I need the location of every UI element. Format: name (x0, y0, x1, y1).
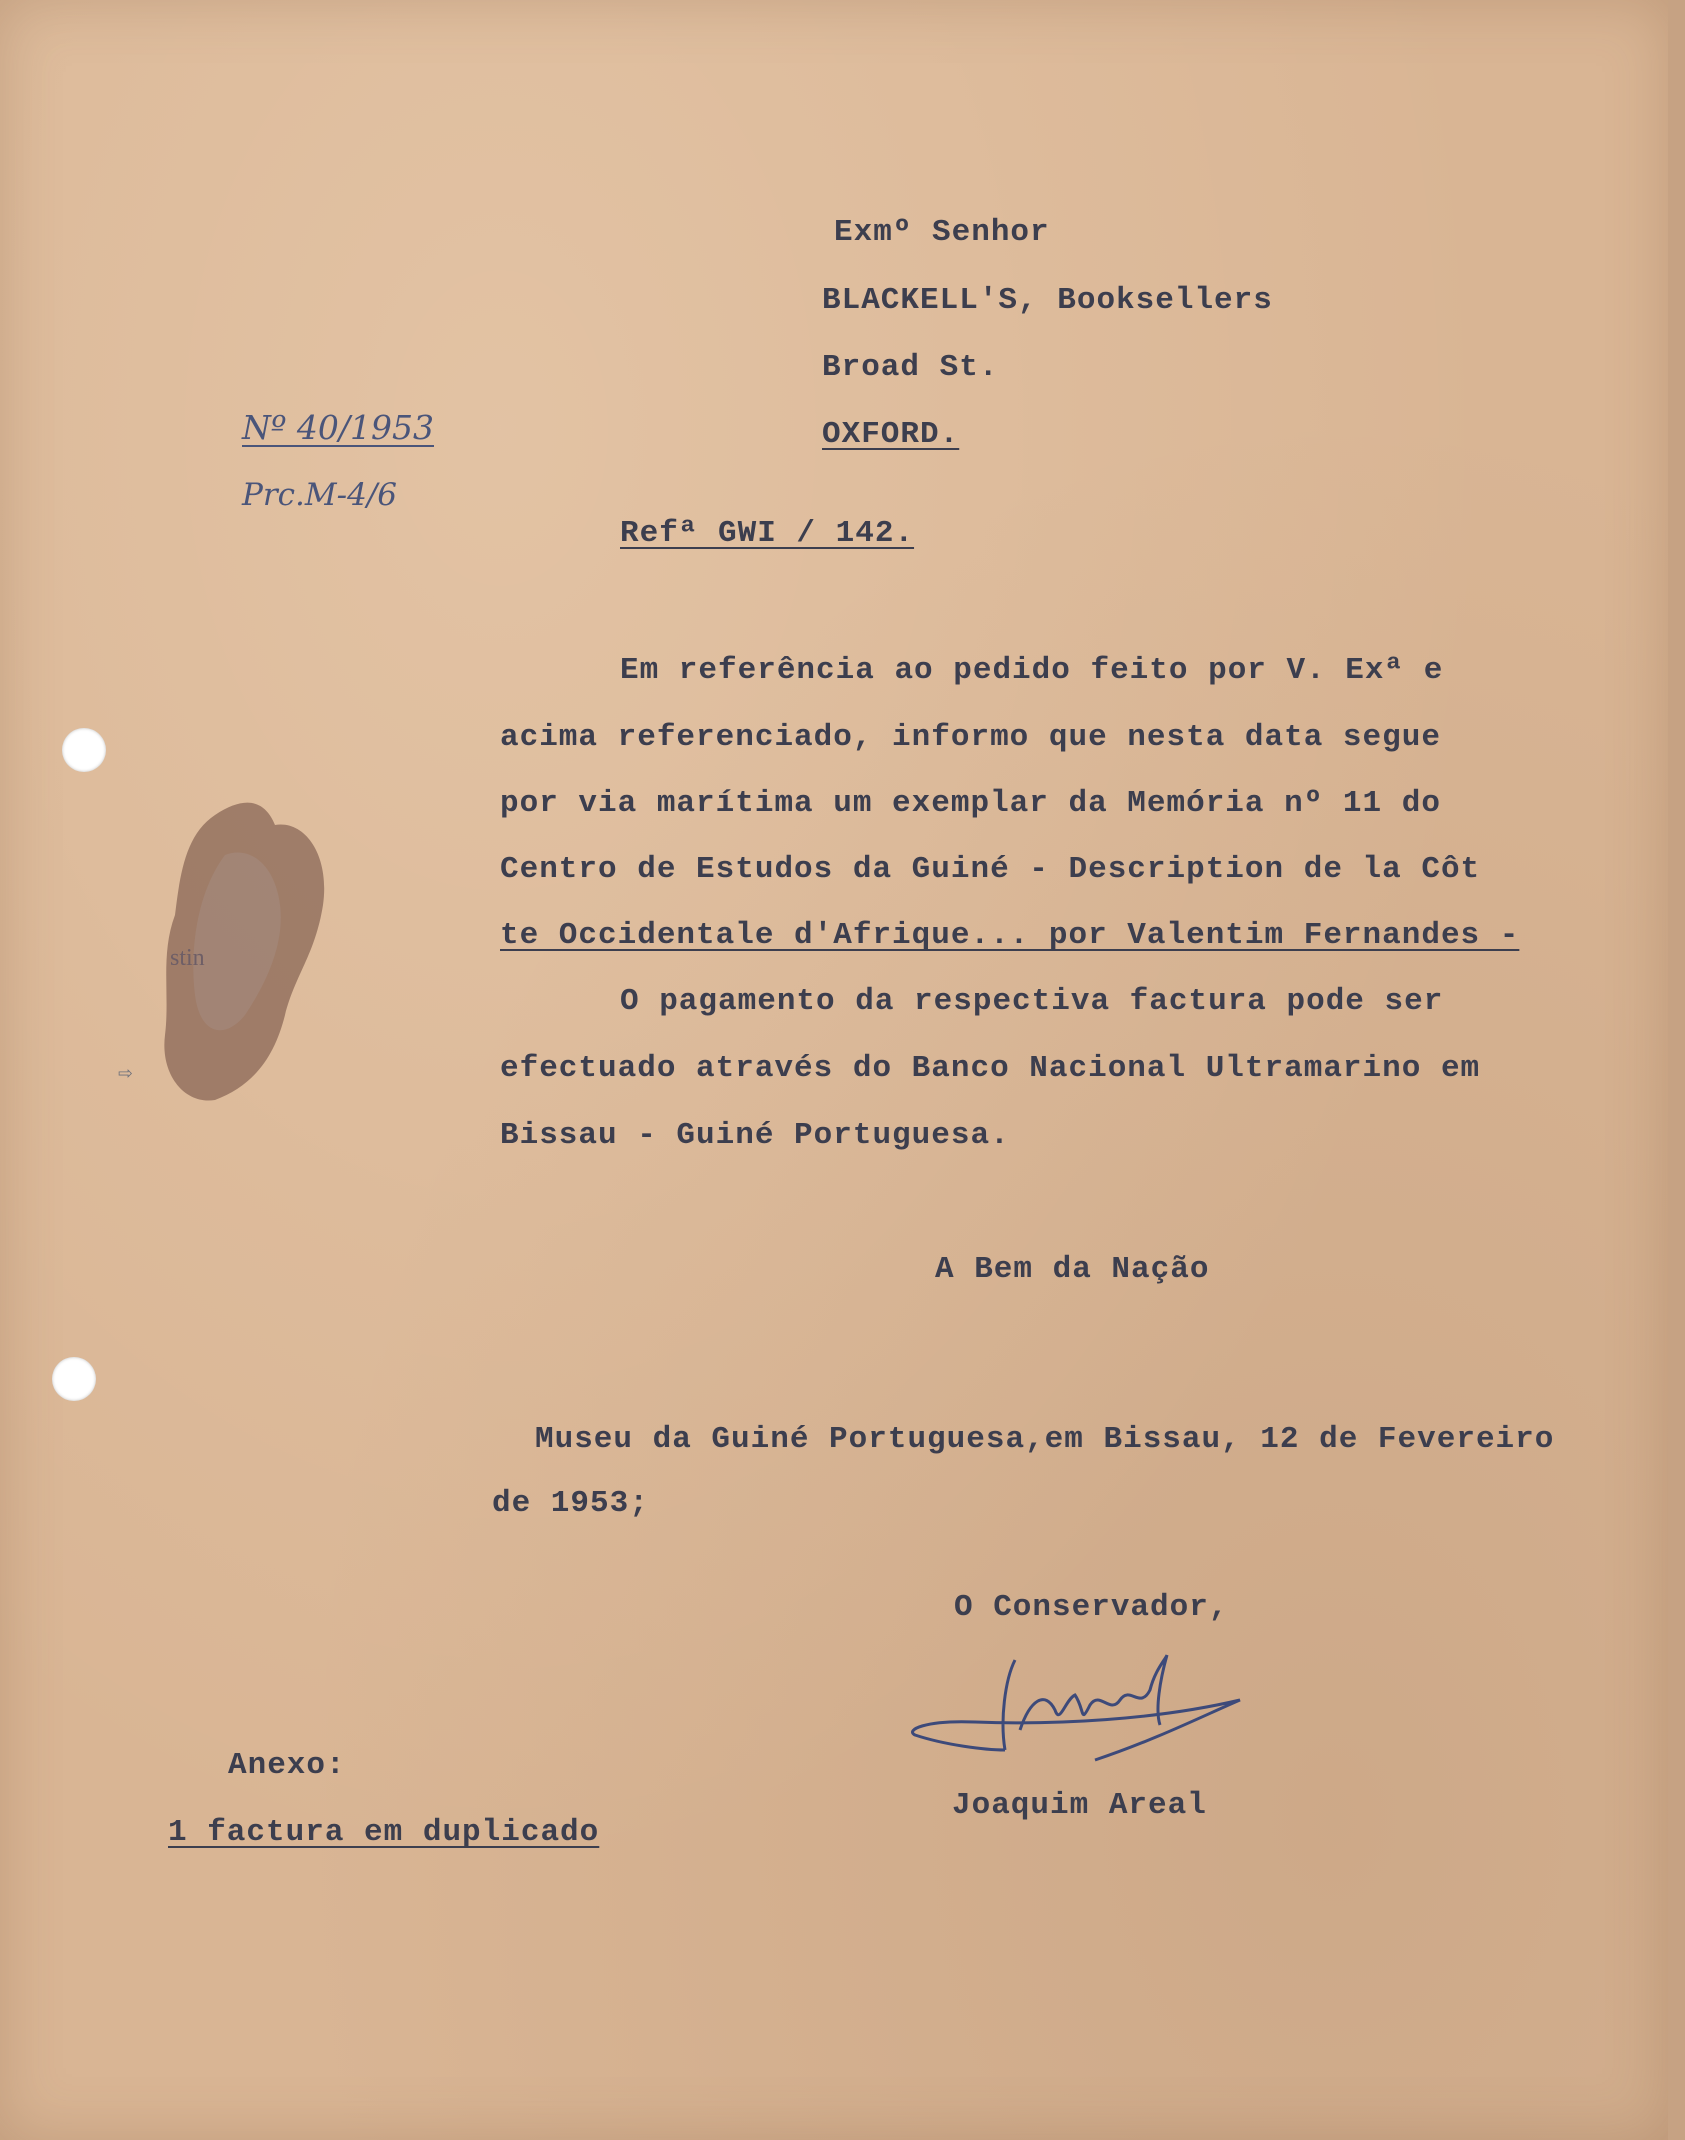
annex-item: 1 factura em duplicado (168, 1815, 600, 1850)
body-line-1: Em referência ao pedido feito por V. Exª e (620, 653, 1444, 688)
recipient-name: BLACKELL'S, Booksellers (822, 283, 1273, 318)
body-line-8: Bissau - Guiné Portuguesa. (500, 1118, 1010, 1153)
arrow-icon: ⇨ (118, 1061, 133, 1088)
recipient-salutation: Exmº Senhor (834, 215, 1050, 250)
document-number: Nº 40/1953 (242, 408, 434, 447)
body-line-7: efectuado através do Banco Nacional Ultramarino em (500, 1051, 1481, 1086)
punch-hole-bottom (52, 1357, 96, 1401)
recipient-street: Broad St. (822, 350, 999, 385)
body-line-6: O pagamento da respectiva factura pode ser (620, 984, 1444, 1019)
closing-formula: A Bem da Nação (935, 1252, 1210, 1287)
recipient-city: OXFORD. (822, 417, 960, 452)
punch-hole-top (62, 728, 106, 772)
body-line-3: por via marítima um exemplar da Memória nº 11 do (500, 786, 1441, 821)
place-date-line-2: de 1953; (492, 1486, 649, 1521)
handwritten-signature (905, 1640, 1245, 1780)
stain-text: stin (170, 945, 205, 971)
signatory-name: Joaquim Areal (952, 1788, 1207, 1823)
process-number: Prc.M-4/6 (242, 477, 397, 513)
annex-label: Anexo: (228, 1748, 346, 1783)
body-line-4: Centro de Estudos da Guiné - Description de la Côt (500, 852, 1481, 887)
place-date-line-1: Museu da Guiné Portuguesa,em Bissau, 12 de Fevereiro (535, 1422, 1555, 1457)
paper-edge (1668, 0, 1685, 2140)
body-line-2: acima referenciado, informo que nesta data segue (500, 720, 1441, 755)
reference-line: Refª GWI / 142. (620, 516, 915, 551)
signatory-title: O Conservador, (954, 1590, 1229, 1625)
body-line-5: te Occidentale d'Afrique... por Valentim Fernandes - (500, 918, 1520, 953)
